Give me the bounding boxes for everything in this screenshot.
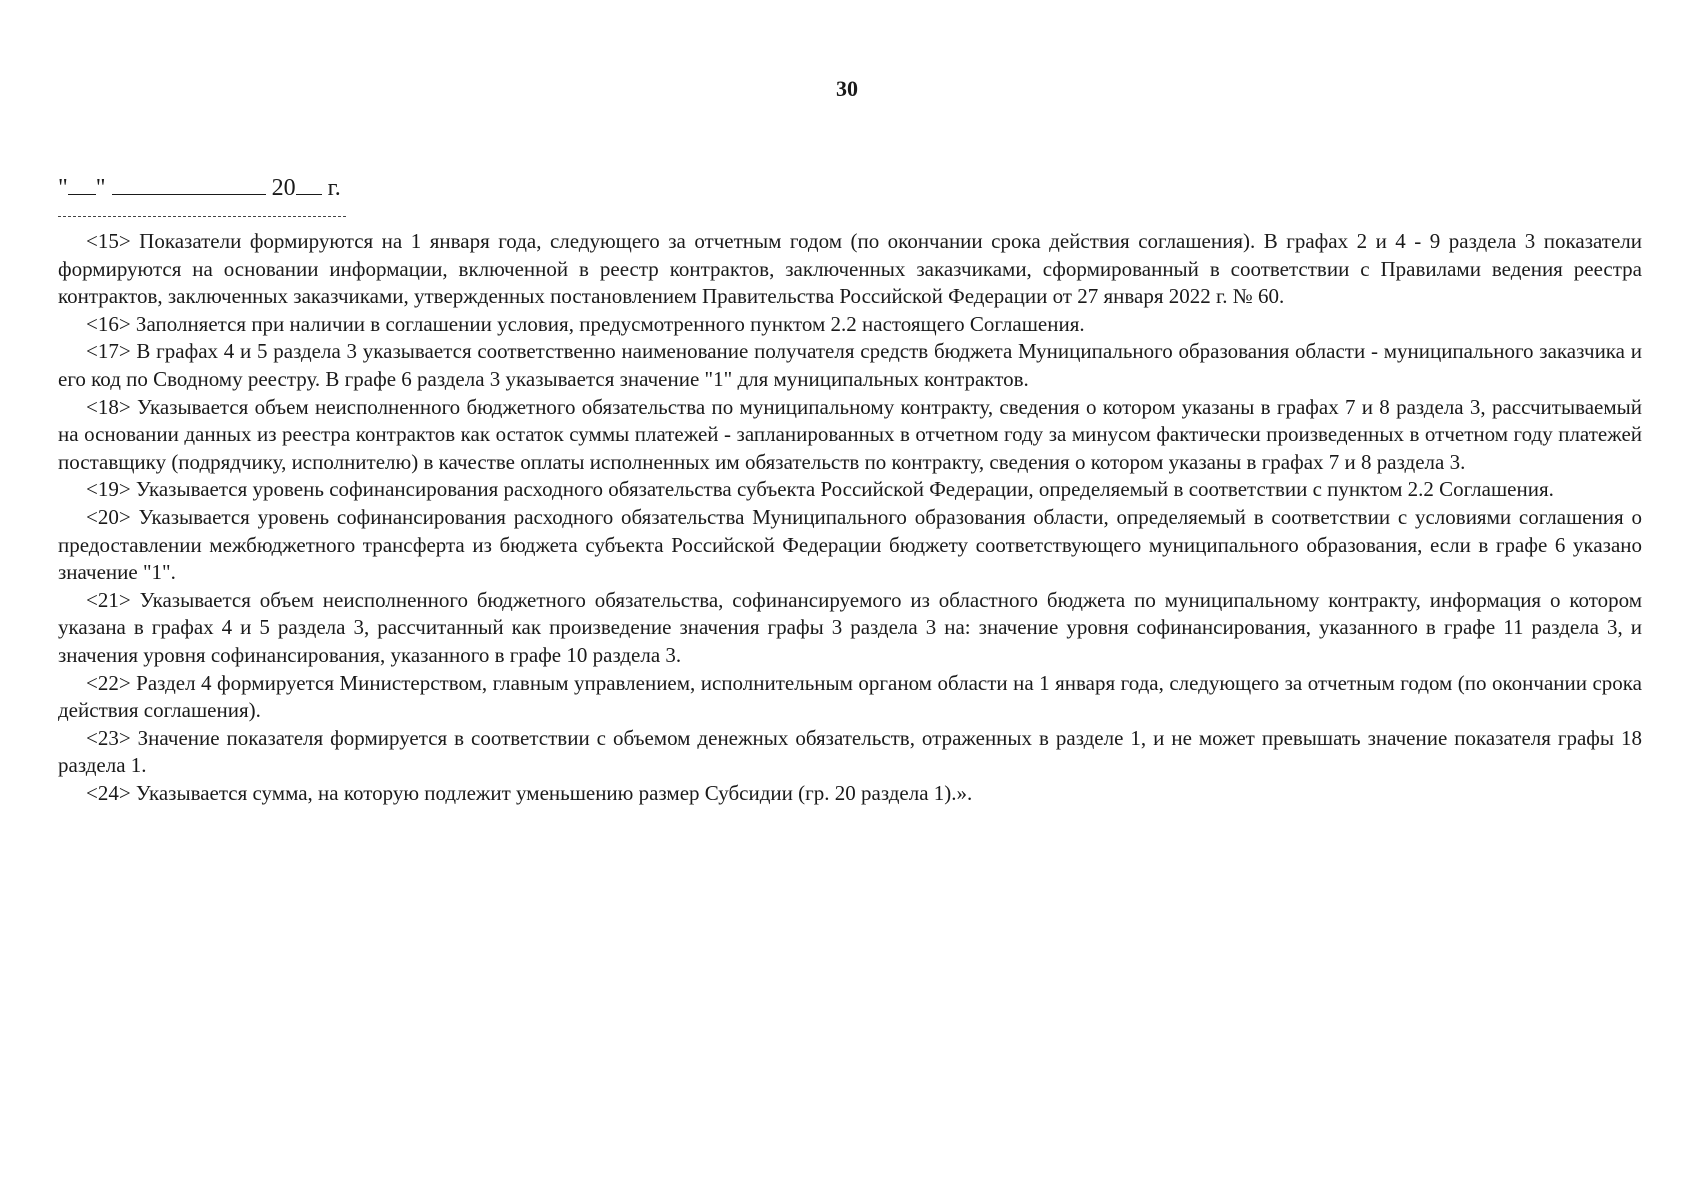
footnote-23: <23> Значение показателя формируется в соответствии с объемом денежных обязательств, отраженных в разделе 1, и не может превышать значение показателя графы 18 раздела 1.: [58, 725, 1642, 778]
footnotes-list: [58, 228, 1642, 807]
date-year-blank: [296, 172, 322, 195]
date-year-suffix: г.: [327, 175, 341, 201]
date-month-blank: [112, 172, 266, 195]
footnote-22: <22> Раздел 4 формируется Министерством, главным управлением, исполнительным органом области на 1 января года, следующего за отчетным годом (по окончании срока действия соглашения).: [58, 670, 1642, 723]
footnote-19: <19> Указывается уровень софинансирования расходного обязательства субъекта Российской Федерации, определяемый в соответствии с пунктом 2.2 Соглашения.: [86, 477, 1554, 502]
footnote-17: <17> В графах 4 и 5 раздела 3 указывается соответственно наименование получателя средств бюджета Муниципального образования области - муниципального заказчика и его код по Сводному реестру. В графе 6 раздела 3 указывается значение "1" для муниципальных контрактов.: [58, 339, 1642, 391]
footnote-separator: [58, 216, 346, 217]
footnote-18: <18> Указывается объем неисполненного бюджетного обязательства по муниципальному контракту, сведения о котором указаны в графах 7 и 8 раздела 3, рассчитываемый на основании данных из реестра контрактов как остаток суммы платежей - запланированных в отчетном году за минусом фактически произведенных в отчетном году платежей поставщику (подрядчику, исполнителю) в качестве оплаты исполненных им обязательств по контракту, сведения о котором указаны в графах 7 и 8 раздела 3.: [58, 394, 1642, 474]
date-open-quote: ": [58, 175, 68, 201]
date-line: [58, 172, 341, 202]
footnote-24: <24> Указывается сумма, на которую подлежит уменьшению размер Субсидии (гр. 20 раздела 1).».: [86, 780, 973, 805]
footnote-16: <16> Заполняется при наличии в соглашении условия, предусмотренного пунктом 2.2 настоящего Соглашения.: [86, 311, 1085, 336]
footnote-21: <21> Указывается объем неисполненного бюджетного обязательства, софинансируемого из областного бюджета по муниципальному контракту, информация о котором указана в графах 4 и 5 раздела 3, рассчитанный как произведение значения графы 3 раздела 3 на: значение уровня софинансирования, указанного в графе 11 раздела 3, и значения уровня софинансирования, указанного в графе 10 раздела 3.: [58, 587, 1642, 667]
page-number: 30: [836, 76, 858, 101]
footnote-15: <15> Показатели формируются на 1 января года, следующего за отчетным годом (по окончании срока действия соглашения). В графах 2 и 4 - 9 раздела 3 показатели формируются на основании информации, включенной в реестр контрактов, заключенных заказчиками, сформированный в соответствии с Правилами ведения реестра контрактов, заключенных заказчиками, утвержденных постановлением Правительства Российской Федерации от 27 января 2022 г. № 60.: [58, 229, 1642, 309]
date-day-blank: [68, 172, 96, 195]
date-year-prefix: 20: [271, 175, 296, 201]
footnote-20: <20> Указывается уровень софинансирования расходного обязательства Муниципального образования области, определяемый в соответствии с условиями соглашения о предоставлении межбюджетного трансферта из бюджета субъекта Российской Федерации бюджету соответствующего муниципального образования, если в графе 6 указано значение "1".: [58, 504, 1642, 585]
date-close-quote: ": [95, 175, 106, 201]
